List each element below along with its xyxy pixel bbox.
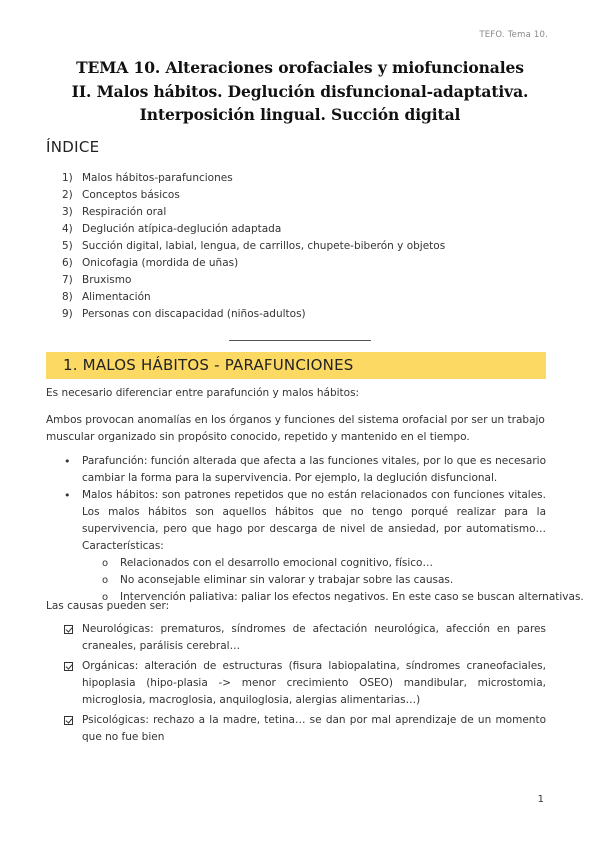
title-line-1: TEMA 10. Alteraciones orofaciales y miofuncionales	[76, 58, 524, 77]
cause-item: Psicológicas: rechazo a la madre, tetina… se dan por mal aprendizaje de un momento que no fue bien	[64, 712, 546, 746]
sub-bullet-item: o No aconsejable eliminar sin valorar y trabajar sobre las causas.	[102, 572, 546, 589]
index-list	[62, 170, 445, 323]
index-item: 8) Alimentación	[62, 291, 151, 303]
cause-item: Neurológicas: prematuros, síndromes de afectación neurológica, afección en pares craneales, parálisis cerebral…	[64, 621, 546, 655]
checkbox-checked-icon	[64, 716, 73, 725]
index-item: 4) Deglución atípica-deglución adaptada	[62, 223, 282, 235]
index-item: 2) Conceptos básicos	[62, 189, 180, 201]
bullet-item: • Parafunción: función alterada que afecta a las funciones vitales, por lo que es necesario cambiar la forma para la supervivencia. Por ejemplo, la deglución disfuncional.	[64, 453, 546, 487]
cause-item: Orgánicas: alteración de estructuras (fisura labiopalatina, síndromes craneofaciales, hipoplasia (hipo-plasia -> menor crecimiento OSEO) mandibular, microstomia, microglosia, macroglosia, anquiloglosia, alergias alimentarias…)	[64, 658, 546, 709]
index-item: 5) Succión digital, labial, lengua, de carrillos, chupete-biberón y objetos	[62, 240, 446, 252]
index-item: 7) Bruxismo	[62, 274, 132, 286]
index-item: 3) Respiración oral	[62, 206, 167, 218]
index-heading: ÍNDICE	[46, 138, 100, 156]
title-line-2: II. Malos hábitos. Deglución disfuncional-adaptativa.	[71, 81, 529, 101]
bullet-item: • Malos hábitos: son patrones repetidos que no están relacionados con funciones vitales. Los malos hábitos son aquellos hábitos que no tengo porqué realizar para la supervivencia, pero que hago por descarga de nivel de ansiedad, por automatismo… Características: o Relacionados con el desarrollo emocional cognitivo, físico… o No aconsejable eliminar sin valorar y trabajar sobre las causas. o Intervención paliativa: paliar los efectos negativos. En este caso se buscan alternativas.	[64, 487, 546, 606]
index-item: 9) Personas con discapacidad (niños-adultos)	[62, 308, 306, 320]
document-title	[40, 56, 560, 127]
causes-intro: Las causas pueden ser:	[46, 600, 170, 612]
sub-bullet-item: o Intervención paliativa: paliar los efectos negativos. En este caso se buscan alternativas.	[102, 589, 546, 606]
index-item: 1) Malos hábitos-parafunciones	[62, 172, 233, 184]
checkbox-checked-icon	[64, 625, 73, 634]
intro-paragraph: Es necesario diferenciar entre parafunción y malos hábitos:	[46, 387, 360, 399]
body-paragraph: Ambos provocan anomalías en los órganos y funciones del sistema orofacial por ser un trabajo muscular organizado sin propósito conocido, repetido y mantenido en el tiempo.	[46, 414, 545, 443]
title-line-3: Interposición lingual. Succión digital	[139, 105, 461, 124]
index-item: 6) Onicofagia (mordida de uñas)	[62, 257, 239, 269]
separator-line	[229, 340, 371, 341]
sub-bullet-item: o Relacionados con el desarrollo emocional cognitivo, físico…	[102, 555, 546, 572]
page-number: 1	[537, 794, 544, 805]
bullet-list	[64, 453, 584, 606]
causes-list	[64, 621, 546, 749]
running-header: TEFO. Tema 10.	[479, 30, 548, 40]
section-heading: 1. MALOS HÁBITOS - PARAFUNCIONES	[46, 352, 546, 379]
checkbox-checked-icon	[64, 662, 73, 671]
